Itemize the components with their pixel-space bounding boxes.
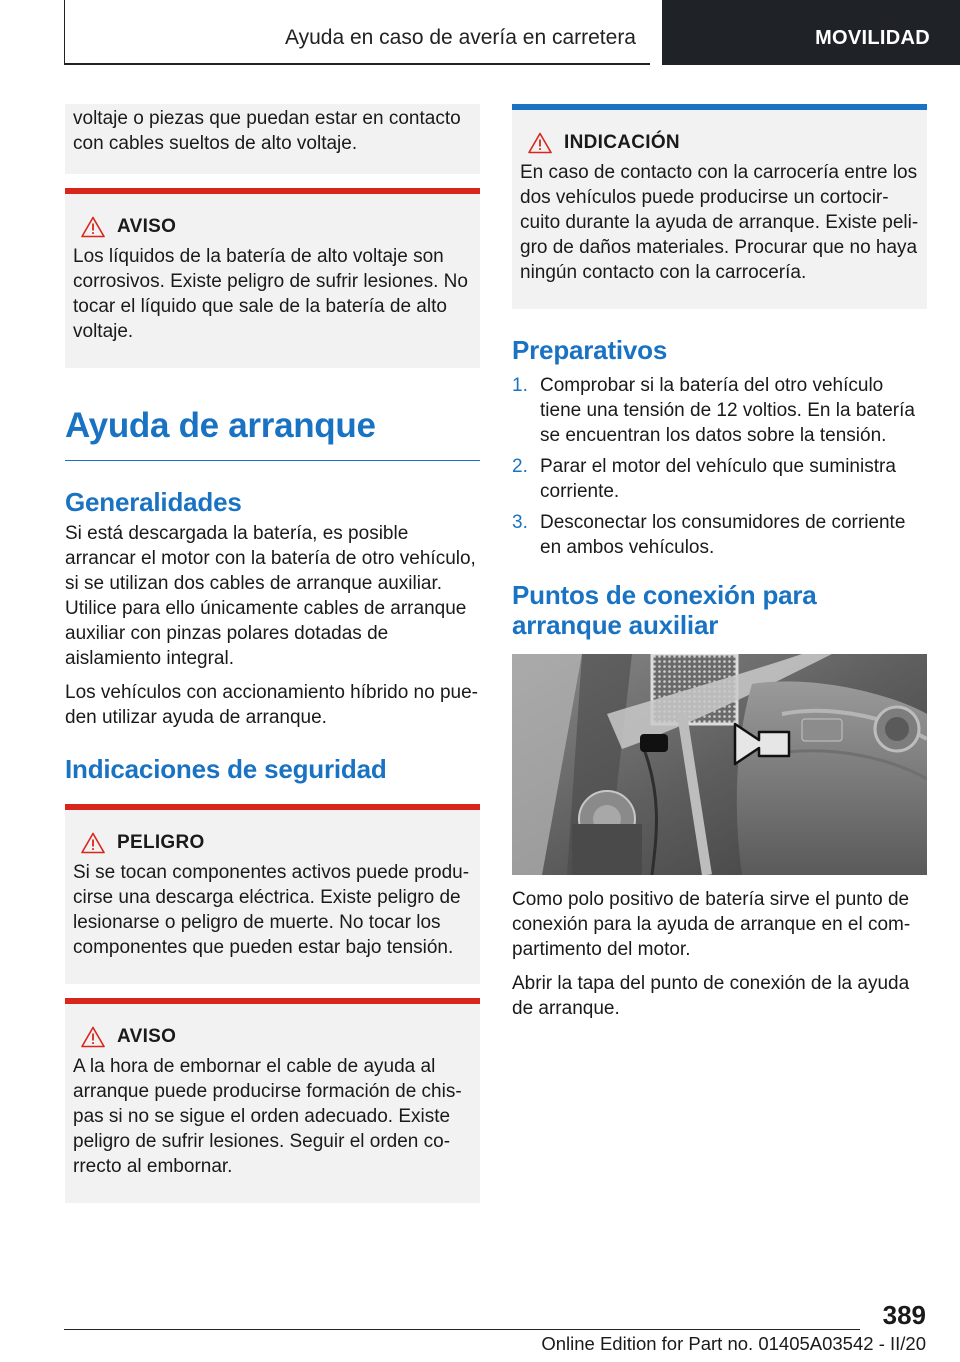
- aviso-box-1: [65, 188, 480, 368]
- section-title: Ayuda en caso de avería en carretera: [284, 26, 636, 49]
- seguridad-heading: Indicaciones de seguridad: [65, 754, 387, 784]
- indicacion-box-title: INDICACIÓN: [564, 132, 680, 153]
- warning-triangle-icon: [81, 216, 105, 238]
- indicacion-box-header: [520, 132, 919, 154]
- preparativos-heading: Preparativos: [512, 335, 668, 365]
- step-text: Desconectar los consumidores de corriente en ambos vehículos.: [540, 512, 906, 558]
- main-heading: Ayuda de arranque: [65, 406, 480, 461]
- aviso-box-2: [65, 998, 480, 1203]
- left-column: [65, 104, 480, 1203]
- step-text: Parar el motor del vehículo que suministra corriente.: [540, 456, 896, 502]
- aviso-box-2-title: AVISO: [117, 1026, 177, 1047]
- generalidades-heading: Generalidades: [65, 487, 242, 517]
- puntos-heading: Puntos de conexión para arranque auxiliar: [512, 580, 817, 640]
- warning-triangle-icon: [81, 1026, 105, 1048]
- edition-text: Online Edition for Part no. 01405A03542 - II/20: [541, 1333, 926, 1354]
- step-number: 1.: [512, 375, 528, 396]
- continued-warning-text: voltaje o piezas que puedan estar en contacto con cables sueltos de alto voltaje.: [73, 108, 461, 154]
- aviso-box-2-text: A la hora de embornar el cable de ayuda al arranque puede producirse formación de chispas si no se sigue el orden adecuado. Existe peligro de sufrir lesiones. Seguir el orden correcto al embornar.: [73, 1056, 462, 1177]
- warning-triangle-icon: [528, 132, 552, 154]
- aviso-box-1-title: AVISO: [117, 216, 177, 237]
- peligro-box-text: Si se tocan componentes activos puede producirse una descarga eléctrica. Existe peligro de lesionarse o peligro de muerte. No tocar los componentes que pueden estar bajo tensión.: [73, 862, 470, 958]
- peligro-box: [65, 804, 480, 984]
- puntos-para-1: Como polo positivo de batería sirve el punto de conexión para la ayuda de arranque en el compartimento del motor.: [512, 889, 911, 960]
- step-number: 2.: [512, 456, 528, 477]
- step-item: [512, 510, 927, 560]
- footer-divider: [64, 1329, 860, 1330]
- generalidades-para-1: Si está descargada la batería, es posible arrancar el motor con la batería de otro vehículo, si se utilizan dos cables de arranque auxiliar. Utilice para ello únicamente cables de arranque auxiliar con pinzas polares dotadas de aislamiento integral.: [65, 523, 476, 669]
- generalidades-para-2: Los vehículos con accionamiento híbrido no pueden utilizar ayuda de arranque.: [65, 682, 478, 728]
- step-item: [512, 373, 927, 448]
- aviso-box-1-text: Los líquidos de la batería de alto voltaje son corrosivos. Existe peligro de sufrir lesiones. No tocar el líquido que sale de la batería de alto voltaje.: [73, 246, 468, 342]
- chapter-tab-label: MOVILIDAD: [815, 27, 930, 49]
- indicacion-box: [512, 104, 927, 309]
- engine-bay-illustration: [512, 654, 927, 875]
- warning-triangle-icon: [81, 832, 105, 854]
- peligro-box-header: [73, 832, 472, 854]
- chapter-tab[interactable]: [662, 0, 960, 65]
- step-text: Comprobar si la batería del otro vehículo tiene una tensión de 12 voltios. En la batería se encuentran los datos sobre la tensión.: [540, 375, 915, 446]
- step-item: [512, 454, 927, 504]
- page-number: 389: [882, 1300, 926, 1330]
- peligro-box-title: PELIGRO: [117, 832, 205, 853]
- aviso-box-1-header: [73, 216, 472, 238]
- header-underline: [64, 63, 650, 65]
- puntos-para-2: Abrir la tapa del punto de conexión de la ayuda de arranque.: [512, 973, 910, 1019]
- right-column: [512, 104, 927, 1021]
- engine-bay-photo: [512, 654, 927, 875]
- preparativos-steps: [512, 373, 927, 560]
- aviso-box-2-header: [73, 1026, 472, 1048]
- indicacion-box-text: En caso de contacto con la carrocería entre los dos vehículos puede producirse un cortocircuito durante la ayuda de arranque. Existe peligro de daños materiales. Procurar que no haya ningún contacto con la carrocería.: [520, 162, 919, 283]
- continued-warning-box: [65, 104, 480, 174]
- step-number: 3.: [512, 512, 528, 533]
